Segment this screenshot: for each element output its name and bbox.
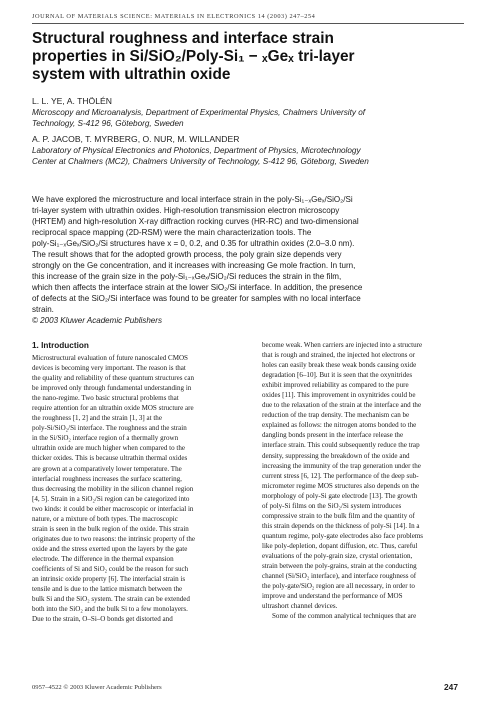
right-column: [262, 340, 464, 621]
text-line: Microstructural evaluation of future nanoscaled CMOS: [32, 354, 188, 362]
affiliation-2: [32, 146, 472, 167]
page-number: 247: [444, 682, 458, 692]
text-line: Due to the strain, O–Si–O bonds get distorted and: [32, 615, 173, 624]
text-line: dangling bonds present in the interface release the: [262, 431, 404, 440]
text-line: the poly-gate/SiO₂ region are all necessary, in order to: [262, 582, 415, 591]
text-line: thicker oxides. This is because ultrathin thermal oxides: [32, 454, 188, 463]
text-line: strain is seen in the bulk region of the oxide. This strain: [32, 524, 189, 533]
abstract-line: reciprocal space mapping (2D-RSM) were the main characterization tools. The: [32, 228, 312, 237]
text-line: of poly-Si films on the SiO₂/Si system introduces: [262, 501, 402, 510]
abstract-line: which then affects the interface strain at the lower SiO₂/Si interface. In addition, the presence: [32, 283, 363, 292]
affiliation-line: Center at Chalmers (MC2), Chalmers University of Technology, S-412 96, Göteborg, Sweden: [32, 156, 369, 166]
article-title: [32, 30, 472, 84]
text-line: coefficients of Si and SiO₂ could be the reason for such: [32, 564, 189, 573]
text-line: nature, or a mixture of both types. The macroscopic: [32, 514, 178, 523]
text-line: poly-Si/SiO₂/Si interface. The roughness and the strain: [32, 424, 187, 433]
text-line: morphology of poly-Si gate electrode [13]. The growth: [262, 491, 418, 500]
text-line: be improved only through fundamental understanding in: [32, 384, 192, 393]
text-line: thus decreasing the mobility in the silicon channel region: [32, 484, 194, 493]
text-line: holes can easily break these weak bonds causing oxide: [262, 361, 417, 370]
text-line: two kinds: it could be either macroscopic or interfacial in: [32, 504, 194, 513]
text-line: this strain depends on the thickness of poly-Si [14]. In a: [262, 521, 420, 530]
abstract-line: of defects at the SiO₂/Si interface was found to be greater for samples with no local interface: [32, 294, 361, 303]
abstract-line: this increase of the grain size in the poly-Si₁₋ₓGeₓ/SiO₂/Si reduces the strain in the film,: [32, 272, 342, 281]
text-line: devices is becoming very important. The reason is that: [32, 364, 186, 373]
text-line: micrometer regime MOS structures also depends on the: [262, 481, 420, 490]
running-head: JOURNAL OF MATERIALS SCIENCE: MATERIALS IN ELECTRONICS 14 (2003) 247–254: [32, 13, 316, 20]
affiliation-1: [32, 108, 472, 129]
text-line: become weak. When carriers are injected into a structure: [262, 341, 423, 349]
text-line: the nano-regime. Two basic structural problems that: [32, 394, 179, 403]
text-line: increasing the immunity of the trap generation under the: [262, 461, 421, 470]
text-line: in the Si/SiO₂ interface region of a thermally grown: [32, 434, 179, 443]
left-column-text: [32, 353, 234, 624]
footer-copyright: 0957–4522 © 2003 Kluwer Academic Publishers: [32, 684, 162, 691]
text-line: [4, 5]. Strain in a SiO₂/Si region can be categorized into: [32, 494, 190, 503]
affiliation-line: Laboratory of Physical Electronics and Photonics, Department of Physics, Microtechnology: [32, 146, 361, 155]
text-line: explained as follows: the nitrogen atoms bonded to the: [262, 421, 417, 430]
text-line: Some of the common analytical techniques that are: [272, 612, 417, 621]
abstract-copyright: © 2003 Kluwer Academic Publishers: [32, 316, 162, 325]
affiliation-line: Technology, S-412 96, Göteborg, Sweden: [32, 118, 184, 128]
abstract-line: tri-layer system with ultrathin oxides. High-resolution transmission electron microscopy: [32, 206, 340, 215]
text-line: are grown at a comparatively lower temperature. The: [32, 464, 182, 473]
text-line: oxides [11]. This improvement in oxynitrides could be: [262, 391, 416, 400]
text-line: the roughness [1, 2] and the strain [1, 3] at the: [32, 414, 162, 423]
author-list-1: L. L. YE, A. THÖLÉN: [32, 96, 112, 106]
text-line: channel (Si/SiO₂ interface), and interface roughness of: [262, 572, 417, 581]
text-line: strain between the poly-grains, strain at the conducting: [262, 562, 417, 571]
text-line: the quality and reliability of these quantum structures can: [32, 374, 195, 383]
text-line: tensile and is due to the lattice mismatch between the: [32, 585, 183, 594]
abstract-line: poly-Si₁₋ₓGeₓ/SiO₂/Si structures have x = 0, 0.2, and 0.35 for ultrathin oxides (2.0–3.0 nm).: [32, 239, 355, 248]
abstract-line: We have explored the microstructure and local interface strain in the poly-Si₁₋ₓGeₓ/SiO₂/Si: [32, 195, 353, 204]
title-line: system with ultrathin oxide: [32, 66, 231, 83]
text-line: an intrinsic oxide property [6]. The interfacial strain is: [32, 575, 186, 584]
text-line: interface strain. This could subsequently reduce the trap: [262, 441, 420, 450]
text-line: like poly-depletion, dopant diffusion, etc. Thus, careful: [262, 541, 418, 550]
text-line: evaluations of the poly-grain size, crystal orientation,: [262, 551, 413, 560]
text-line: compressive strain to the bulk film and the quantity of: [262, 511, 415, 520]
section-heading: 1. Introduction: [32, 341, 89, 350]
text-line: interfacial roughness increases the surface scattering,: [32, 474, 182, 483]
text-line: both into the SiO₂ and the bulk Si to a few monolayers.: [32, 605, 188, 614]
text-line: that is rough and strained, the injected hot electrons or: [262, 351, 416, 360]
text-line: require attention for an ultrathin oxide MOS structure are: [32, 404, 194, 413]
text-line: reduction of the trap density. The mechanism can be: [262, 411, 410, 420]
title-line: properties in Si/SiO₂/Poly-Si₁ − ₓGeₓ tri-layer: [32, 48, 355, 65]
text-line: originates due to two reasons: the intrinsic property of the: [32, 534, 196, 543]
text-line: bulk Si and the SiO₂ system. The strain can be extended: [32, 595, 190, 604]
text-line: density, suppressing the breakdown of the oxide and: [262, 451, 410, 460]
text-line: due to the relaxation of the strain at the interface and the: [262, 401, 422, 410]
text-line: degradation [6–10]. But it is seen that the oxynitrides: [262, 371, 413, 380]
text-line: ultrashort channel devices.: [262, 602, 338, 611]
right-column-text: [262, 340, 464, 621]
text-line: quantum regime, poly-gate electrodes also face problems: [262, 531, 424, 540]
abstract-line: strongly on the Ge concentration, and it increases with increasing Ge mole fraction. In turn,: [32, 261, 356, 270]
author-list-2: A. P. JACOB, T. MYRBERG, O. NUR, M. WILLANDER: [32, 134, 240, 144]
text-line: ultrathin oxide are much higher when compared to the: [32, 444, 186, 453]
abstract-line: The result shows that for the adopted growth process, the poly grain size depends very: [32, 250, 342, 259]
text-line: improve and understand the performance of MOS: [262, 592, 403, 601]
text-line: current stress [6, 12]. The performance of the deep sub-: [262, 471, 419, 480]
header-rule: [32, 23, 464, 24]
text-line: exhibit improved reliability as compared to the pure: [262, 381, 409, 390]
abstract: [32, 194, 464, 326]
abstract-line: strain.: [32, 305, 54, 314]
abstract-line: (HRTEM) and high-resolution X-ray diffraction rocking curves (HR-RC) and two-dimensional: [32, 217, 359, 226]
left-column: [32, 340, 234, 624]
text-line: oxide and the stress exerted upon the layers by the gate: [32, 544, 188, 553]
title-line: Structural roughness and interface strain: [32, 30, 334, 47]
text-line: electrode. The difference in the thermal expansion: [32, 554, 174, 563]
affiliation-line: Microscopy and Microanalysis, Department of Experimental Physics, Chalmers University of: [32, 108, 366, 117]
